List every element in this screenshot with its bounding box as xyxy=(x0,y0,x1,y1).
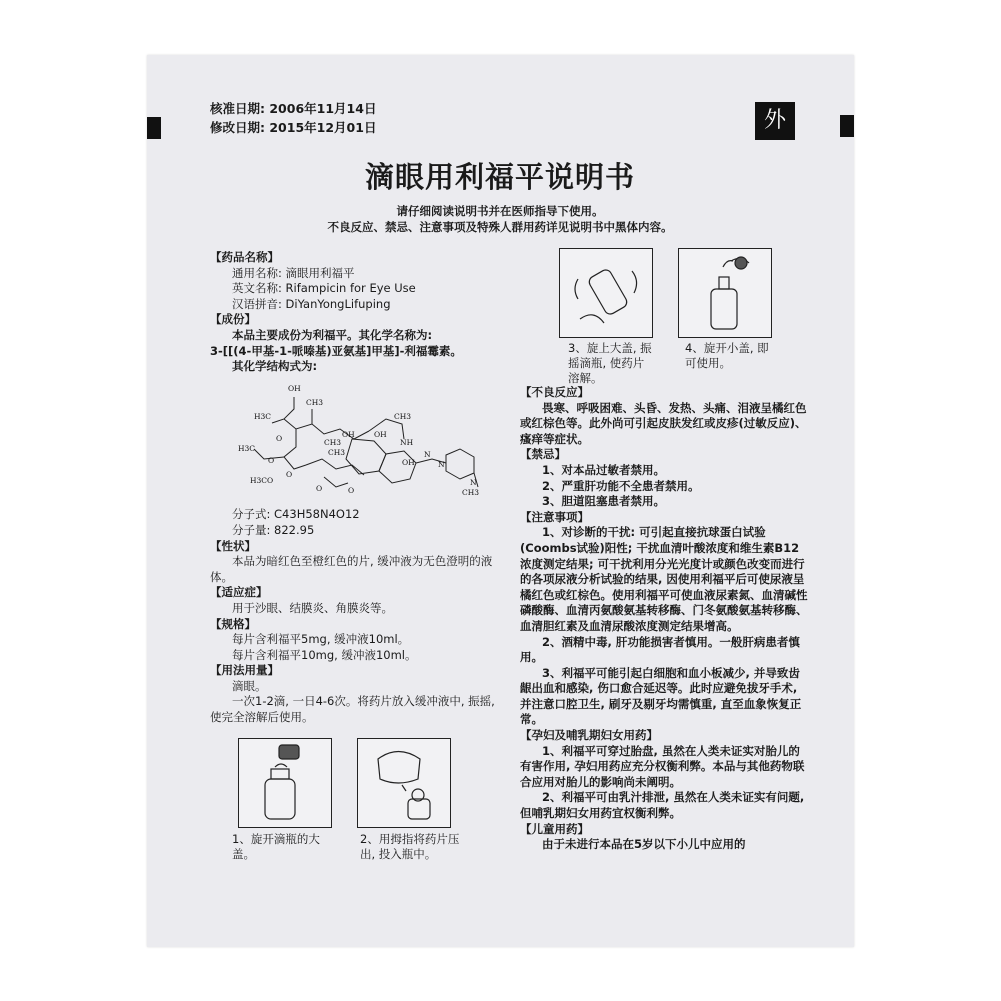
step-4-illustration xyxy=(678,248,772,338)
adverse-heading: 【不良反应】 xyxy=(520,385,589,399)
external-use-badge: 外 xyxy=(755,102,795,140)
composition-heading: 【成份】 xyxy=(210,312,256,327)
specs-heading: 【规格】 xyxy=(210,616,256,631)
struct-label: O xyxy=(286,469,293,479)
twist-small-cap-icon xyxy=(679,249,771,337)
composition-line-2: 3-[[(4-甲基-1-哌嗪基)亚氨基]甲基]-利福霉素。 xyxy=(210,343,462,358)
character-text: 本品为暗红色至橙红色的片, 缓冲液为无色澄明的液体。 xyxy=(210,554,493,584)
struct-label: CH3 xyxy=(324,437,342,447)
common-name: 通用名称: 滴眼用利福平 xyxy=(232,265,355,280)
contraindication-2: 2、严重肝功能不全患者禁用。 xyxy=(542,478,700,493)
precaution-3: 3、利福平可能引起白细胞和血小板减少, 并导致齿龈出血和感染, 伤口愈合延迟等。此时应避免拔牙手术, 并注意口腔卫生, 刷牙及剔牙均需慎重, 直至血象恢复正常。 xyxy=(520,665,802,727)
approved-label: 核准日期: xyxy=(210,101,265,116)
struct-label: N xyxy=(438,459,445,469)
spec-line-2: 每片含利福平10mg, 缓冲液10ml。 xyxy=(232,647,417,662)
step-1-illustration xyxy=(238,738,332,828)
step-4-caption: 4、旋开小盖, 即可使用。 xyxy=(685,341,769,370)
shake-bottle-icon xyxy=(560,249,652,337)
step-1-caption: 1、旋开滴瓶的大盖。 xyxy=(232,832,320,861)
usage-line-2: 一次1-2滴, 一日4-6次。将药片放入缓冲液中, 振摇, 使完全溶解后使用。 xyxy=(210,694,495,725)
chemical-structure xyxy=(224,379,484,497)
registration-mark-left xyxy=(147,117,161,139)
leaflet-title: 滴眼用利福平说明书 xyxy=(364,160,635,194)
struct-label: OH xyxy=(374,429,387,439)
bottle-open-cap-icon xyxy=(239,739,331,827)
pinyin-name: 汉语拼音: DiYanYongLifuping xyxy=(232,296,391,311)
struct-label: O xyxy=(268,455,275,465)
struct-label: OH xyxy=(342,429,355,439)
indications-heading: 【适应症】 xyxy=(210,585,268,600)
pregnancy-1: 1、利福平可穿过胎盘, 虽然在人类未证实对胎儿的有害作用, 孕妇用药应充分权衡利弊。本品与其他药物联合应用对胎儿的影响尚未阐明。 xyxy=(520,743,805,789)
revised-date: 2015年12月01日 xyxy=(269,120,377,135)
struct-label: N xyxy=(470,477,477,487)
struct-label: CH3 xyxy=(306,397,324,407)
contraindication-3: 3、胆道阻塞患者禁用。 xyxy=(542,494,666,509)
children-heading: 【儿童用药】 xyxy=(520,821,589,836)
struct-label: H3C xyxy=(254,411,272,421)
composition-line-3: 其化学结构式为: xyxy=(232,359,318,374)
notice-line-1: 请仔细阅读说明书并在医师指导下使用。 xyxy=(396,204,604,218)
contraindications-heading: 【禁忌】 xyxy=(520,447,566,462)
usage-heading: 【用法用量】 xyxy=(210,663,279,678)
approved-date: 2006年11月14日 xyxy=(269,101,377,116)
revised-label: 修改日期: xyxy=(210,120,265,135)
adverse-text: 畏寒、呼吸困难、头昏、发热、头痛、泪液呈橘红色或红棕色等。此外尚可引起皮肤发红或皮疹(过敏反应)、瘙痒等症状。 xyxy=(520,400,807,446)
molecular-weight: 分子量: 822.95 xyxy=(232,522,315,537)
approval-dates xyxy=(210,99,376,137)
struct-label: NH xyxy=(400,437,414,447)
struct-label: O xyxy=(276,433,283,443)
step-2-caption: 2、用拇指将药片压出, 投入瓶中。 xyxy=(360,832,460,861)
indications-text: 用于沙眼、结膜炎、角膜炎等。 xyxy=(232,600,393,615)
step-3-illustration xyxy=(559,248,653,338)
character-heading: 【性状】 xyxy=(210,538,256,553)
left-column xyxy=(210,250,505,726)
step-3-caption: 3、旋上大盖, 振摇滴瓶, 使药片溶解。 xyxy=(568,341,652,385)
registration-mark-right xyxy=(840,115,854,137)
struct-label: OH xyxy=(288,383,301,393)
struct-label: CH3 xyxy=(394,411,412,421)
struct-label: H3C xyxy=(238,443,256,453)
pregnancy-2: 2、利福平可由乳汁排泄, 虽然在人类未证实有问题, 但哺乳期妇女用药宜权衡利弊。 xyxy=(520,790,805,821)
composition-line-1: 本品主要成份为利福平。其化学名称为: xyxy=(232,327,433,342)
precautions-heading: 【注意事项】 xyxy=(520,509,589,524)
struct-label: N xyxy=(424,449,431,459)
step-2-illustration xyxy=(357,738,451,828)
reading-notice xyxy=(290,203,710,235)
struct-label: OH xyxy=(402,457,415,467)
spec-line-1: 每片含利福平5mg, 缓冲液10ml。 xyxy=(232,632,410,647)
right-column xyxy=(520,385,810,853)
struct-label: O xyxy=(348,485,355,495)
struct-label: H3CO xyxy=(250,475,274,485)
drug-name-heading: 【药品名称】 xyxy=(210,250,279,264)
contraindication-1: 1、对本品过敏者禁用。 xyxy=(542,462,666,477)
children-text: 由于未进行本品在5岁以下小儿中应用的 xyxy=(542,837,746,852)
usage-line-1: 滴眼。 xyxy=(232,678,267,693)
notice-line-2: 不良反应、禁忌、注意事项及特殊人群用药详见说明书中黑体内容。 xyxy=(327,220,673,234)
precaution-1: 1、对诊断的干扰: 可引起直接抗球蛋白试验(Coombs试验)阳性; 干扰血清叶酸浓度和维生素B12浓度测定结果; 可干扰利用分光光度计或颜色改变而进行的各项尿液分析试验的结果, 因使用利福平后可使尿液呈橘红色或红棕色。使用利福平可使血液尿素氮、血清碱性磷酸酶、血清丙氨酸氨基转移酶、门冬氨酸氨基转移酶、血清胆红素及血清尿酸浓度测定结果增高。 xyxy=(520,525,808,633)
english-name: 英文名称: Rifampicin for Eye Use xyxy=(232,281,416,296)
struct-label: CH3 xyxy=(462,487,480,497)
struct-label: CH3 xyxy=(328,447,346,457)
precaution-2: 2、酒精中毒, 肝功能损害者慎用。一般肝病患者慎用。 xyxy=(520,634,800,665)
pregnancy-heading: 【孕妇及哺乳期妇女用药】 xyxy=(520,728,658,743)
molecular-formula: 分子式: C43H58N4O12 xyxy=(232,507,360,522)
struct-label: O xyxy=(316,483,323,493)
press-tablet-icon xyxy=(358,739,450,827)
